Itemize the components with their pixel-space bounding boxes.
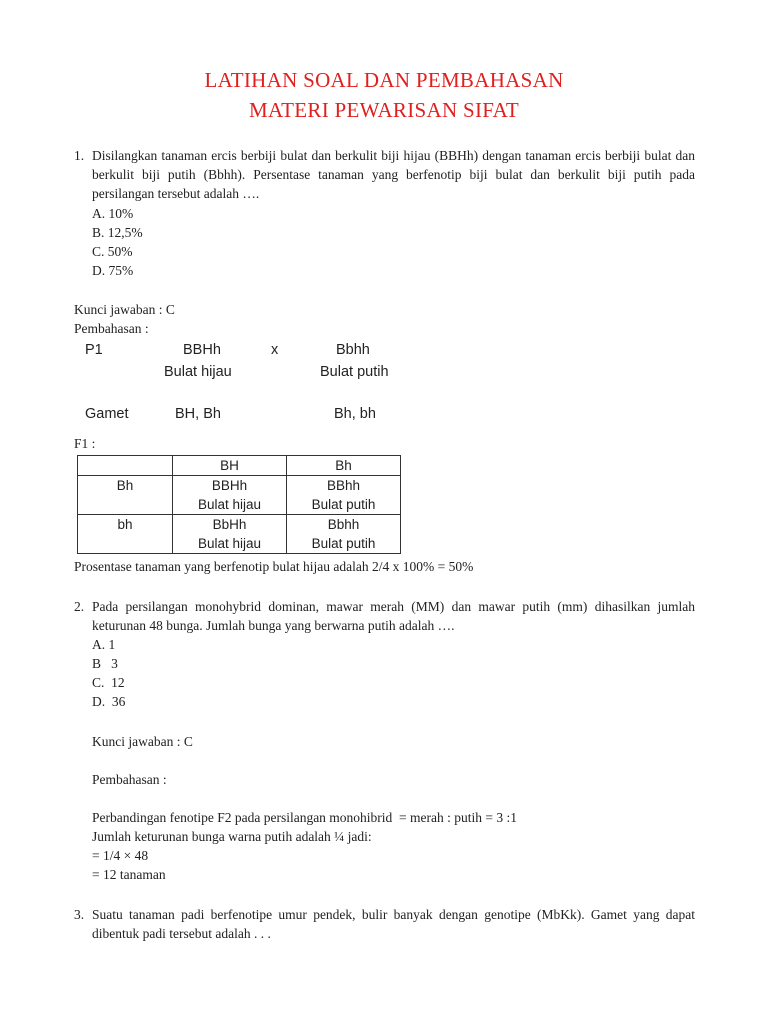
table-header-empty [78, 456, 173, 476]
table-header-row [78, 456, 401, 476]
q1-discussion-label: Pembahasan : [74, 321, 149, 336]
cell-genotype: BBhh [326, 478, 361, 493]
cell-phenotype: Bulat putih [311, 497, 376, 512]
cell-genotype: BbHh [212, 517, 247, 532]
q1-answer: Kunci jawaban : C [74, 302, 175, 317]
q1-option-d: D. 75% [92, 263, 134, 278]
q1-option-b: B. 12,5% [92, 225, 143, 240]
page-title-line2: MATERI PEWARISAN SIFAT [249, 98, 519, 122]
table-header-bh: Bh [287, 456, 401, 476]
cross-parent2-genotype: Bbhh [336, 342, 370, 358]
cross-gamete-label: Gamet [85, 406, 129, 422]
cross-symbol: x [271, 342, 279, 358]
cross-gamete2: Bh, bh [334, 406, 376, 422]
q1-conclusion: Prosentase tanaman yang berfenotip bulat hijau adalah 2/4 x 100% = 50% [74, 559, 474, 574]
f1-punnett-table [77, 455, 401, 554]
q2-option-b: B 3 [92, 656, 118, 671]
f1-label: F1 : [74, 436, 96, 451]
cross-gamete1: BH, Bh [175, 406, 221, 422]
cross-parent1-phenotype: Bulat hijau [164, 364, 232, 380]
table-cell [287, 515, 401, 554]
q1-text: Disilangkan tanaman ercis berbiji bulat dan berkulit biji hijau (BBHh) dengan tanaman ercis berbiji bulat dan berkulit biji putih (Bbhh). Persentase tanaman yang berfenotip biji bulat dan berkulit biji putih pada persilangan tersebut adalah …. [92, 148, 695, 201]
q3-text: Suatu tanaman padi berfenotipe umur pendek, bulir banyak dengan genotipe (MbKk). Gamet yang dapat dibentuk padi tersebut adalah . . . [92, 907, 695, 941]
page-title-line1: LATIHAN SOAL DAN PEMBAHASAN [204, 68, 564, 92]
q2-number: 2. [74, 599, 85, 614]
table-row [78, 515, 401, 554]
q2-explanation-line3: = 1/4 × 48 [92, 848, 149, 863]
q2-explanation-line2: Jumlah keturunan bunga warna putih adalah ¼ jadi: [92, 829, 372, 844]
cell-phenotype: Bulat putih [311, 536, 376, 551]
table-row [78, 476, 401, 515]
table-cell [173, 515, 287, 554]
q1-option-c: C. 50% [92, 244, 133, 259]
q2-option-a: A. 1 [92, 637, 116, 652]
table-row-gamete: Bh [78, 476, 173, 515]
q1-number: 1. [74, 148, 85, 163]
table-row-gamete: bh [78, 515, 173, 554]
table-cell [173, 476, 287, 515]
q2-answer: Kunci jawaban : C [92, 734, 193, 749]
q2-option-c: C. 12 [92, 675, 125, 690]
q3-number: 3. [74, 907, 85, 922]
table-cell [287, 476, 401, 515]
q2-text: Pada persilangan monohybrid dominan, mawar merah (MM) dan mawar putih (mm) dihasilkan jumlah keturunan 48 bunga. Jumlah bunga yang berwarna putih adalah …. [92, 599, 695, 633]
cell-phenotype: Bulat hijau [197, 536, 262, 551]
q2-discussion-label: Pembahasan : [92, 772, 167, 787]
table-header-bh-upper: BH [173, 456, 287, 476]
cell-genotype: BBHh [211, 478, 248, 493]
cross-parent1-genotype: BBHh [183, 342, 221, 358]
cross-parent2-phenotype: Bulat putih [320, 364, 389, 380]
cross-p1-label: P1 [85, 342, 103, 358]
q2-option-d: D. 36 [92, 694, 126, 709]
q2-explanation-line1: Perbandingan fenotipe F2 pada persilangan monohibrid = merah : putih = 3 :1 [92, 810, 518, 825]
cell-genotype: Bbhh [327, 517, 360, 532]
q2-explanation-line4: = 12 tanaman [92, 867, 166, 882]
q1-option-a: A. 10% [92, 206, 134, 221]
cell-phenotype: Bulat hijau [197, 497, 262, 512]
